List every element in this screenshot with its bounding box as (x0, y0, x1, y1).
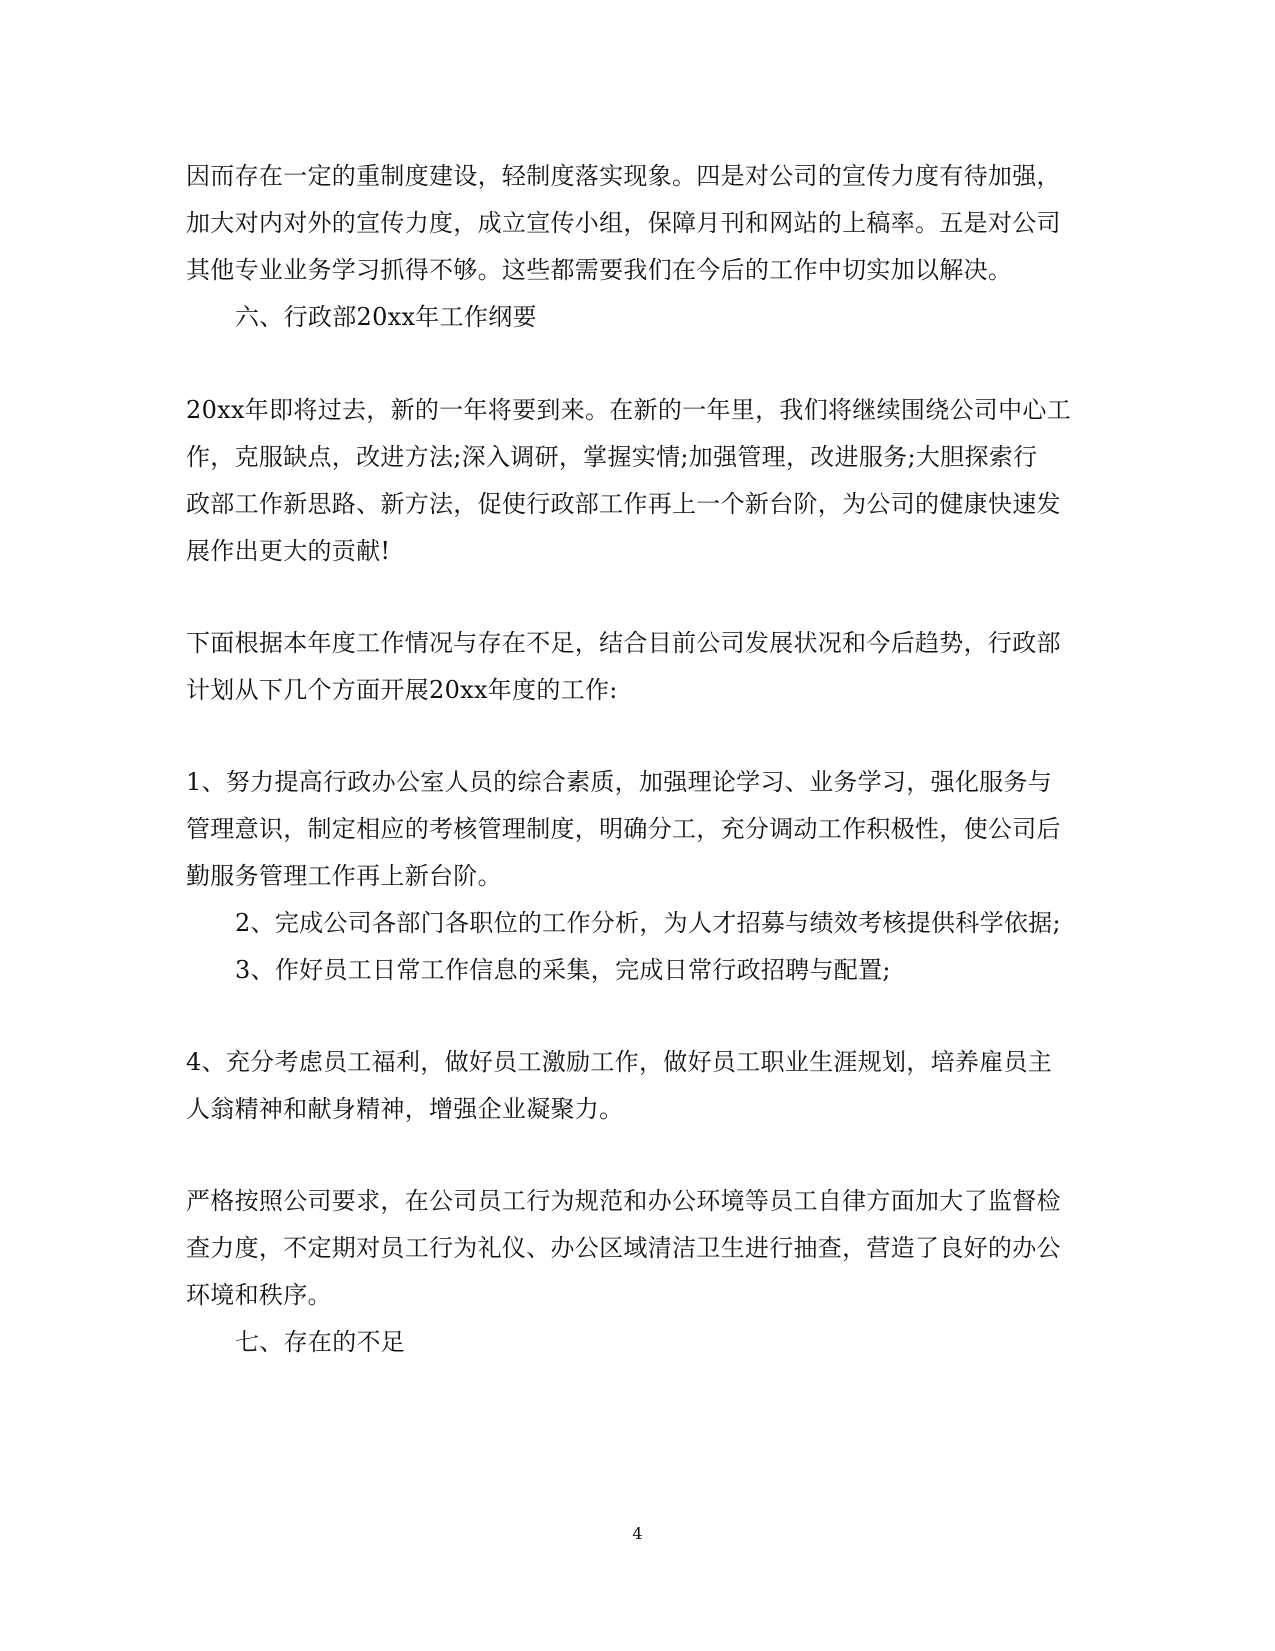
text-line: 下面根据本年度工作情况与存在不足，结合目前公司发展状况和今后趋势，行政部 (186, 629, 1061, 657)
text-line: 管理意识，制定相应的考核管理制度，明确分工，充分调动工作积极性，使公司后 (186, 815, 1061, 843)
page-number: 4 (632, 1524, 643, 1543)
text-line: 展作出更大的贡献! (186, 537, 391, 565)
text-line: 加大对内对外的宣传力度，成立宣传小组，保障月刊和网站的上稿率。五是对公司 (186, 209, 1061, 237)
text-line: 查力度，不定期对员工行为礼仪、办公区域清洁卫生进行抽查，营造了良好的办公 (186, 1234, 1061, 1262)
list-item: 1、努力提高行政办公室人员的综合素质，加强理论学习、业务学习，强化服务与 (186, 768, 1053, 796)
text-line: 勤服务管理工作再上新台阶。 (186, 862, 502, 890)
text-line: 严格按照公司要求，在公司员工行为规范和办公环境等员工自律方面加大了监督检 (186, 1187, 1061, 1215)
text-line: 政部工作新思路、新方法，促使行政部工作再上一个新台阶，为公司的健康快速发 (186, 490, 1061, 518)
text-line: 环境和秩序。 (186, 1281, 332, 1309)
text-line: 因而存在一定的重制度建设，轻制度落实现象。四是对公司的宣传力度有待加强， (186, 162, 1061, 190)
section-heading: 七、存在的不足 (235, 1328, 406, 1356)
text-line: 其他专业业务学习抓得不够。这些都需要我们在今后的工作中切实加以解决。 (186, 256, 1013, 284)
section-heading: 六、行政部20xx年工作纲要 (235, 303, 537, 331)
list-item: 2、完成公司各部门各职位的工作分析，为人才招募与绩效考核提供科学依据; (235, 909, 1061, 937)
list-item: 4、充分考虑员工福利，做好员工激励工作，做好员工职业生涯规划，培养雇员主 (186, 1048, 1053, 1076)
text-line: 人翁精神和献身精神，增强企业凝聚力。 (186, 1095, 624, 1123)
list-item: 3、作好员工日常工作信息的采集，完成日常行政招聘与配置; (235, 956, 891, 984)
text-line: 20xx年即将过去，新的一年将要到来。在新的一年里，我们将继续围绕公司中心工 (186, 396, 1072, 424)
text-line: 作，克服缺点，改进方法;深入调研，掌握实情;加强管理，改进服务;大胆探索行 (186, 443, 1038, 471)
text-line: 计划从下几个方面开展20xx年度的工作: (186, 676, 618, 704)
